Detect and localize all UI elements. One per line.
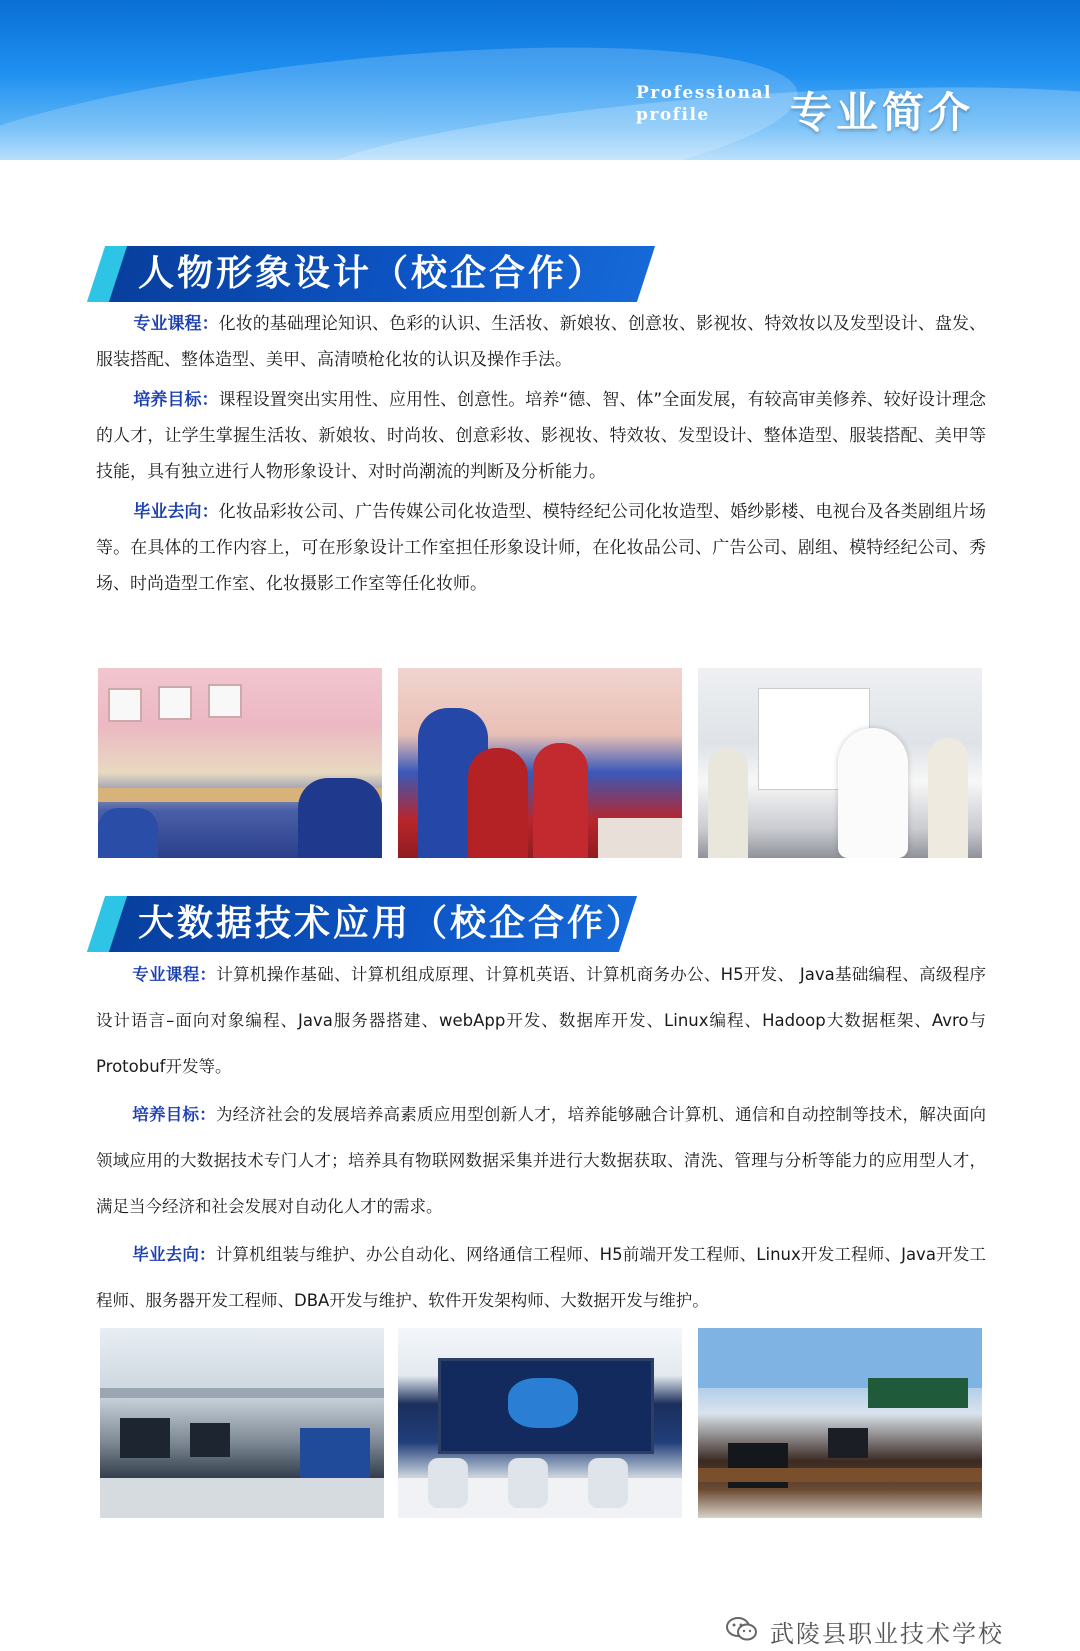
paragraph-course <box>96 306 986 378</box>
footer-account <box>770 1614 1004 1649</box>
header-title-en: Professional profile <box>636 83 772 125</box>
section-text-big-data <box>96 952 986 1326</box>
paragraph-text: 化妆品彩妆公司、广告传媒公司化妆造型、模特经纪公司化妆造型、婚纱影楼、电视台及各类剧组片场等。在具体的工作内容上，可在形象设计工作室担任形象设计师，在化妆品公司、广告公司、剧组、模特经纪公司、秀场、时尚造型工作室、化妆摄影工作室等任化妆师。 <box>96 502 987 594</box>
section-text-image-design <box>96 306 986 606</box>
section-banner-big-data <box>96 896 646 952</box>
section-banner-image-design <box>96 246 656 302</box>
header-title-cn: 专业简介 <box>790 88 975 137</box>
section-title: 大数据技术应用（校企合作） <box>138 903 646 944</box>
section-title: 人物形象设计（校企合作） <box>138 253 607 294</box>
paragraph-label: 专业课程： <box>132 965 217 984</box>
paragraph-label: 专业课程： <box>133 314 219 334</box>
paragraph-label: 毕业去向： <box>132 1245 216 1264</box>
wechat-icon <box>726 1616 758 1642</box>
paragraph-course <box>96 952 986 1090</box>
paragraph-text: 为经济社会的发展培养高素质应用型创新人才，培养能够融合计算机、通信和自动控制等技术，解决面向领域应用的大数据技术专门人才；培养具有物联网数据采集并进行大数据获取、清洗、管理与分析等能力的应用型人才，满足当今经济和社会发展对自动化人才的需求。 <box>96 1105 987 1216</box>
paragraph-label: 培养目标： <box>133 390 219 410</box>
paragraph-career <box>96 494 986 602</box>
footer-account-name: 武陵县职业技术学校 <box>770 1620 1004 1648</box>
paragraph-text: 计算机操作基础、计算机组成原理、计算机英语、计算机商务办公、H5开发、 Java基础编程、高级程序设计语言–面向对象编程、Java服务器搭建、webApp开发、数据库开发、Linux编程、Hadoop大数据框架、Avro与Protobuf开发等。 <box>96 965 987 1076</box>
photo-makeup-classroom <box>98 668 382 858</box>
photo-computer-lab <box>100 1328 384 1518</box>
paragraph-career <box>96 1232 986 1324</box>
paragraph-goal <box>96 1092 986 1230</box>
photo-monitoring-center <box>398 1328 682 1518</box>
paragraph-text: 课程设置突出实用性、应用性、创意性。培养“德、智、体”全面发展，有较高审美修养、较好设计理念的人才，让学生掌握生活妆、新娘妆、时尚妆、创意彩妆、影视妆、特效妆、发型设计、整体造型、服装搭配、美甲等技能，具有独立进行人物形象设计、对时尚潮流的判断及分析能力。 <box>96 390 986 482</box>
paragraph-label: 毕业去向： <box>133 502 219 522</box>
header-band <box>0 0 1080 160</box>
photo-bridal-makeup <box>398 668 682 858</box>
photo-wedding-show <box>698 668 982 858</box>
paragraph-text: 计算机组装与维护、办公自动化、网络通信工程师、H5前端开发工程师、Linux开发工程师、Java开发工程师、服务器开发工程师、DBA开发与维护、软件开发架构师、大数据开发与维护。 <box>96 1245 987 1310</box>
paragraph-text: 化妆的基础理论知识、色彩的认识、生活妆、新娘妆、创意妆、影视妆、特效妆以及发型设计、盘发、服装搭配、整体造型、美甲、高清喷枪化妆的认识及操作手法。 <box>96 314 987 370</box>
paragraph-goal <box>96 382 986 490</box>
paragraph-label: 培养目标： <box>132 1105 217 1124</box>
photo-classroom-computers <box>698 1328 982 1518</box>
